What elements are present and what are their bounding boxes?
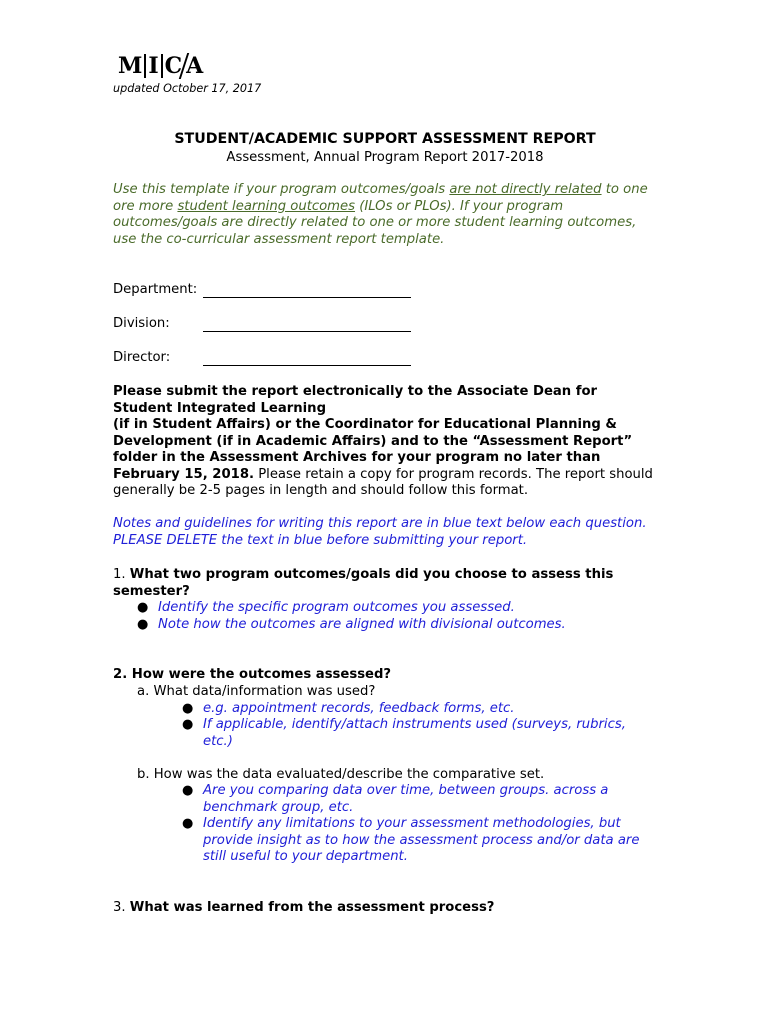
question-number: 3.: [113, 900, 130, 915]
submit-instructions: [113, 384, 658, 500]
question-text: What was learned from the assessment process?: [129, 900, 495, 915]
logo-letter: A: [186, 53, 204, 79]
bullet-text: e.g. appointment records, feedback forms, etc.: [203, 701, 515, 716]
director-label: Director:: [113, 350, 171, 365]
question-3: [113, 900, 658, 917]
bullet-icon: ●: [182, 816, 194, 831]
logo-letter: I: [148, 53, 159, 79]
bullet-text: Identify any limitations to your assessment methodologies, but provide insight as to how the assessment process and/or data are still useful to your department.: [203, 816, 640, 864]
sub-question-a: a. What data/information was used?: [137, 684, 376, 699]
department-field[interactable]: [113, 282, 203, 298]
logo-divider: [144, 54, 146, 78]
department-input-line[interactable]: [203, 282, 411, 298]
question-text: . How were the outcomes assessed?: [122, 667, 392, 682]
submit-bold-text: (if in Student Affairs) or the Coordinator for Educational Planning & Development (if in Academic Affairs) and to the “Assessment Report” folder in the Assessment Archives for your program no later than February 15, 2018.: [113, 417, 633, 482]
division-label: Division:: [113, 316, 170, 331]
division-input-line[interactable]: [203, 316, 411, 332]
division-field[interactable]: [113, 316, 203, 332]
notes-paragraph: Notes and guidelines for writing this report are in blue text below each question. PLEASE DELETE the text in blue before submitting your report.: [113, 516, 647, 548]
question-text: What two program outcomes/goals did you choose to assess this semester?: [113, 567, 614, 599]
question-number: 1.: [113, 567, 130, 582]
bullet-text: Identify the specific program outcomes you assessed.: [158, 600, 515, 615]
question-1: [113, 567, 658, 600]
bullet-icon: ●: [182, 701, 194, 716]
intro-underlined: student learning outcomes: [177, 198, 356, 214]
sub-question-b: b. How was the data evaluated/describe the comparative set.: [137, 767, 545, 782]
logo-letter: M: [118, 53, 143, 79]
bullet-icon: ●: [137, 617, 149, 632]
intro-text: to one ore more: [113, 182, 648, 214]
submit-normal-text: Please retain a copy for program records. The report should generally be 2-5 pages in length and should follow this format.: [113, 466, 653, 498]
bullet-text: If applicable, identify/attach instruments used (surveys, rubrics, etc.): [203, 717, 626, 749]
report-title: STUDENT/ACADEMIC SUPPORT ASSESSMENT REPORT: [174, 131, 596, 147]
department-label: Department:: [113, 282, 198, 297]
bullet-text: Are you comparing data over time, between groups. across a benchmark group, etc.: [203, 783, 609, 815]
intro-text: Use this template if your program outcomes/goals: [113, 182, 450, 197]
mica-logo: [118, 54, 220, 78]
director-field[interactable]: [113, 350, 203, 366]
bullet-text: Note how the outcomes are aligned with divisional outcomes.: [158, 617, 566, 632]
updated-date: updated October 17, 2017: [113, 82, 262, 95]
report-subtitle: Assessment, Annual Program Report 2017-2018: [226, 150, 544, 165]
intro-underlined: are not directly related: [449, 182, 602, 197]
director-input-line[interactable]: [203, 350, 411, 366]
bullet-icon: ●: [182, 717, 194, 732]
question-number: 2: [113, 667, 123, 682]
intro-text: (ILOs or PLOs). If your program outcomes/goals are directly related to one or more student learning outcomes, use the co-curricular assessment report template.: [113, 198, 637, 247]
submit-bold-text: Please submit the report electronically to the Associate Dean for Student Integrated Learning: [113, 384, 598, 416]
bullet-icon: ●: [137, 600, 149, 615]
logo-letter: C: [164, 53, 183, 79]
intro-paragraph: [113, 182, 658, 248]
question-2: [113, 667, 658, 684]
logo-divider: [161, 54, 163, 78]
bullet-icon: ●: [182, 783, 194, 798]
